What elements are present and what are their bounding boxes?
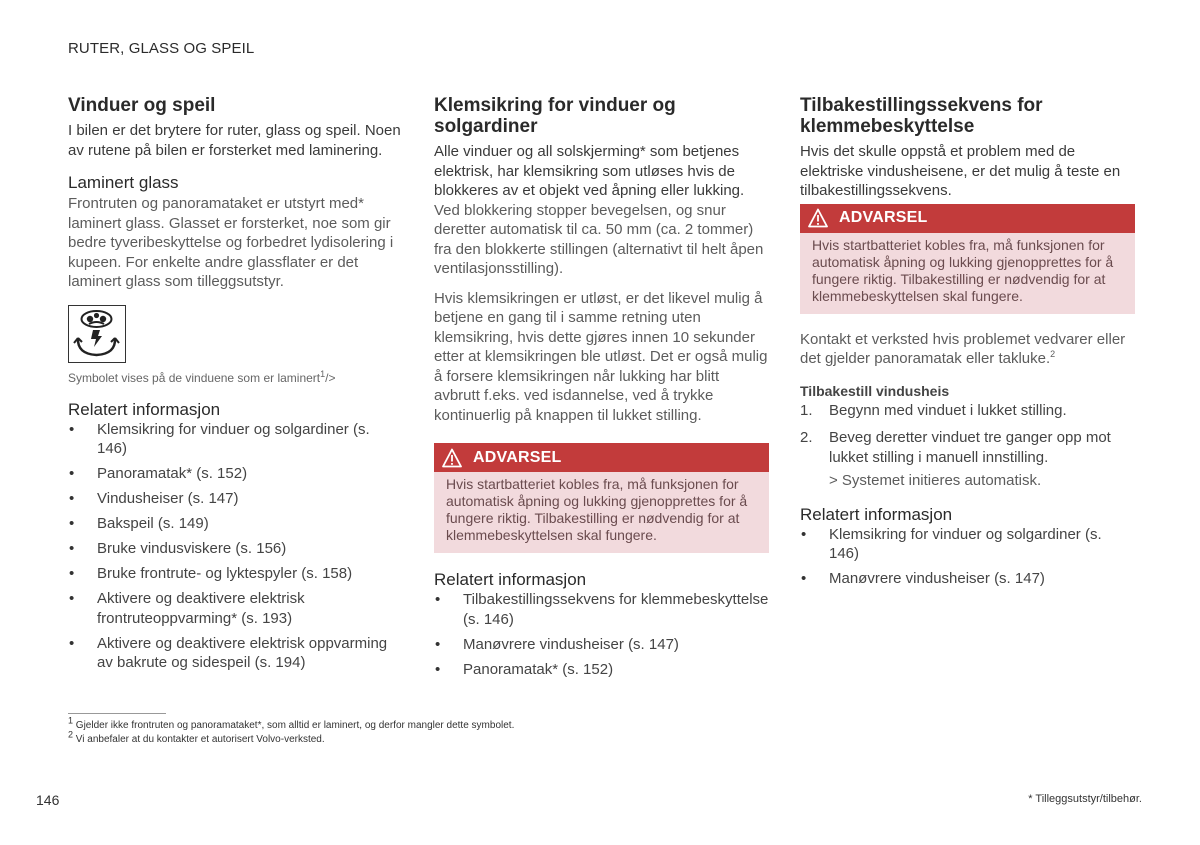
warning-triangle-icon [442, 448, 462, 468]
footnote-2: $^2$ Vi anbefaler at du kontakter et autorisert Volvo-verksted. [68, 729, 325, 745]
related-link[interactable]: • Bruke frontrute- og lyktespyler (s. 158) [68, 564, 403, 584]
related-link[interactable]: • Aktivere og deaktivere elektrisk oppvarming av bakrute og sidespeil (s. 194) [68, 634, 403, 673]
subsection-title: Laminert glass [68, 173, 179, 192]
symbol-caption: Symbolet vises på de vinduene som er laminert$^1$/> [68, 368, 336, 385]
related-info-heading: Relatert informasjon [68, 399, 221, 419]
section-title: Vinduer og speil [68, 95, 216, 116]
related-link[interactable]: • Bruke vindusviskere (s. 156) [68, 539, 403, 559]
related-link[interactable]: • Bakspeil (s. 149) [68, 514, 403, 534]
column-tilbakestilling [800, 95, 1135, 594]
procedure-step: 1. Begynn med vinduet i lukket stilling. [800, 401, 1067, 419]
page-number: 146 [36, 792, 60, 808]
related-link[interactable]: • Klemsikring for vinduer og solgardiner (s. 146) [800, 525, 1135, 564]
procedure-steps [800, 401, 1135, 468]
related-links-list [68, 420, 403, 673]
related-info-heading: Relatert informasjon [434, 570, 587, 589]
body-paragraph: Hvis klemsikringen er utløst, er det likevel mulig å betjene en gang til i samme retning uten klemsikring, hvis dette gjøres innen 10 sekunder etter at klemsikringen ble utløst. Det er også mulig å forsere klemsikringen når lukking har blitt avbrutt f.eks. ved isdannelse, ved å trykke kontinuerlig på knappen til lukket stilling. [434, 289, 768, 424]
warning-header [434, 443, 769, 472]
laminated-glass-symbol-icon [68, 305, 126, 363]
footer-note: * Tilleggsutstyr/tilbehør. [1028, 793, 1142, 805]
column-klemsikring [434, 95, 769, 685]
related-link[interactable]: • Manøvrere vindusheiser (s. 147) [434, 635, 769, 655]
column-vinduer-og-speil [68, 95, 403, 678]
warning-text: Hvis startbatteriet kobles fra, må funksjonen for automatisk åpning og lukking gjenopprettes for å fungere riktig. Tilbakestilling er nødvendig for at klemmebeskyttelsen skal fungere. [812, 236, 1114, 304]
warning-box [800, 204, 1135, 314]
related-link[interactable]: • Tilbakestillingssekvens for klemmebeskyttelse (s. 146) [434, 590, 769, 629]
intro-text: Alle vinduer og all solskjerming* som betjenes elektrisk, har klemsikring som utløses hvis de blokkeres av et objekt ved åpning eller lukking. [434, 143, 745, 199]
warning-box [434, 443, 769, 553]
footnote-1: $^1$ Gjelder ikke frontruten og panoramataket*, som alltid er laminert, og derfor mangler dette symbolet. [68, 715, 515, 731]
body-paragraph: Kontakt et verksted hvis problemet vedvarer eller det gjelder panoramatak eller takluke.$^2$ [800, 330, 1126, 367]
warning-header [800, 204, 1135, 233]
related-link[interactable]: • Vindusheiser (s. 147) [68, 489, 403, 509]
body-paragraph: Ved blokkering stopper bevegelsen, og snur deretter automatisk til ca. 50 mm (ca. 2 tommer) fra den blokkerte stillingen (alternativt til helt åpen ventilasjonsstilling). [434, 201, 764, 277]
laminated-glass-text: Frontruten og panoramataket er utstyrt med* laminert glass. Glasset er forsterket, noe som gir bedre tyveribeskyttelse og forbedret lydisolering i kupeen. For enkelte andre glassflater er det laminert glass som tilleggsutstyr. [68, 195, 394, 290]
related-link[interactable]: • Panoramatak* (s. 152) [68, 464, 403, 484]
related-links-list [434, 590, 769, 679]
warning-title: ADVARSEL [839, 209, 928, 226]
footnote-divider [68, 713, 166, 714]
warning-triangle-icon [808, 208, 828, 228]
related-links-list [800, 525, 1135, 589]
related-link[interactable]: • Manøvrere vindusheiser (s. 147) [800, 569, 1135, 589]
intro-text: I bilen er det brytere for ruter, glass og speil. Noen av rutene på bilen er forsterket med laminering. [68, 122, 401, 159]
section-title: Tilbakestillingssekvens for klemmebeskyttelse [800, 95, 1043, 137]
warning-text: Hvis startbatteriet kobles fra, må funksjonen for automatisk åpning og lukking gjenopprettes for å fungere riktig. Tilbakestilling er nødvendig for at klemmebeskyttelsen skal fungere. [446, 476, 748, 543]
intro-text: Hvis det skulle oppstå et problem med de elektriske vindusheisene, er det mulig å teste en tilbakestillingssekvens. [800, 143, 1121, 199]
related-link[interactable]: • Panoramatak* (s. 152) [434, 660, 769, 680]
running-header: RUTER, GLASS OG SPEIL [68, 40, 255, 57]
procedure-step: 2. Beveg deretter vinduet tre ganger opp mot lukket stilling i manuell innstilling. [800, 429, 1111, 466]
related-link[interactable]: • Klemsikring for vinduer og solgardiner (s. 146) [68, 420, 403, 459]
related-info-heading: Relatert informasjon [800, 504, 953, 524]
related-link[interactable]: • Aktivere og deaktivere elektrisk frontruteoppvarming* (s. 193) [68, 589, 403, 628]
procedure-result: > Systemet initieres automatisk. [829, 472, 1042, 489]
section-title: Klemsikring for vinduer og solgardiner [434, 95, 676, 137]
procedure-heading: Tilbakestill vindusheis [800, 382, 950, 399]
warning-title: ADVARSEL [473, 448, 562, 466]
